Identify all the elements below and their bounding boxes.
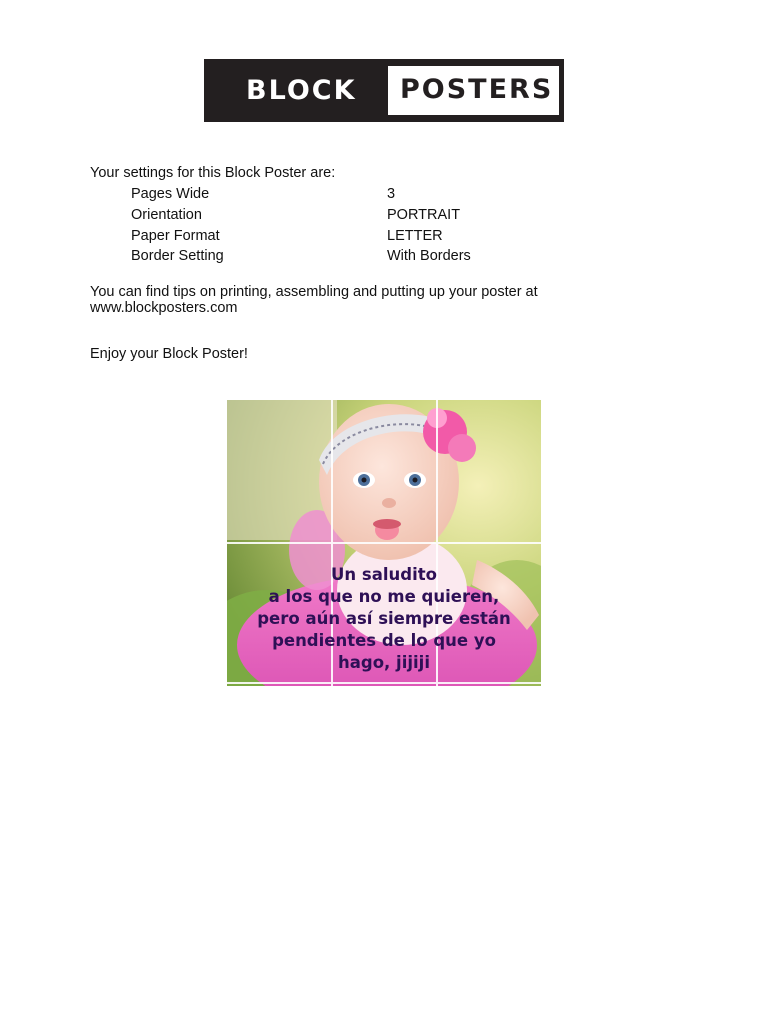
poster-preview xyxy=(227,400,541,686)
setting-label-border-setting: Border Setting xyxy=(131,248,224,264)
setting-value-border-setting: With Borders xyxy=(387,248,471,264)
logo-block-word: BLOCK xyxy=(246,75,357,106)
caption-line: pendientes de lo que yo xyxy=(272,631,496,650)
caption-line: Un saludito xyxy=(331,565,437,584)
setting-label-orientation: Orientation xyxy=(131,207,202,223)
setting-value-pages-wide: 3 xyxy=(387,186,396,202)
setting-label-pages-wide: Pages Wide xyxy=(131,186,210,202)
block-posters-logo xyxy=(204,59,564,122)
setting-label-paper-format: Paper Format xyxy=(131,228,220,244)
caption-line: a los que no me quieren, xyxy=(268,587,500,606)
enjoy-message: Enjoy your Block Poster! xyxy=(90,346,248,362)
logo-posters-word: POSTERS xyxy=(400,74,554,105)
setting-value-orientation: PORTRAIT xyxy=(387,207,461,223)
tips-paragraph: You can find tips on printing, assembling and putting up your poster at www.blockposters.com xyxy=(90,284,538,316)
logo-posters-box xyxy=(388,66,559,115)
caption-line: pero aún así siempre están xyxy=(257,609,511,628)
poster-caption xyxy=(227,564,541,674)
settings-intro: Your settings for this Block Poster are: xyxy=(90,165,336,181)
caption-line: hago, jijiji xyxy=(338,653,430,672)
setting-value-paper-format: LETTER xyxy=(387,228,443,244)
